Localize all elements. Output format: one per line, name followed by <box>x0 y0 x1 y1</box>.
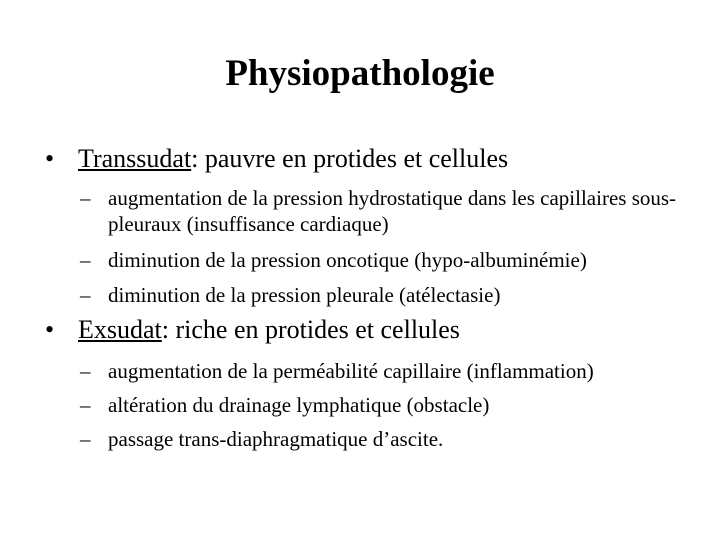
bullet-description: : pauvre en protides et cellules <box>191 144 509 173</box>
bullet-description: : riche en protides et cellules <box>161 315 460 344</box>
term-exsudat: Exsudat <box>78 315 162 344</box>
dash-icon: – <box>80 427 91 451</box>
bullet-text <box>78 143 508 175</box>
sub-item-text: passage trans-diaphragmatique d’ascite. <box>108 427 444 451</box>
sub-item-text: diminution de la pression pleurale (atélectasie) <box>108 283 501 307</box>
bullet-icon: • <box>45 315 55 344</box>
sub-item-text: augmentation de la perméabilité capillaire (inflammation) <box>108 359 594 383</box>
slide-title: Physiopathologie <box>225 53 495 94</box>
dash-icon: – <box>80 283 91 307</box>
term-transsudat: Transsudat <box>78 144 192 173</box>
bullet-icon: • <box>45 144 55 173</box>
bullet-text <box>78 314 460 346</box>
sub-item-text: altération du drainage lymphatique (obstacle) <box>108 393 490 417</box>
dash-icon: – <box>80 393 91 417</box>
dash-icon: – <box>80 248 91 272</box>
dash-icon: – <box>80 186 91 210</box>
sub-item-text: augmentation de la pression hydrostatique dans les capillaires sous-pleuraux (insuffisance cardiaque) <box>108 186 677 236</box>
sub-item-text: diminution de la pression oncotique (hypo-albuminémie) <box>108 248 587 272</box>
dash-icon: – <box>80 359 91 383</box>
